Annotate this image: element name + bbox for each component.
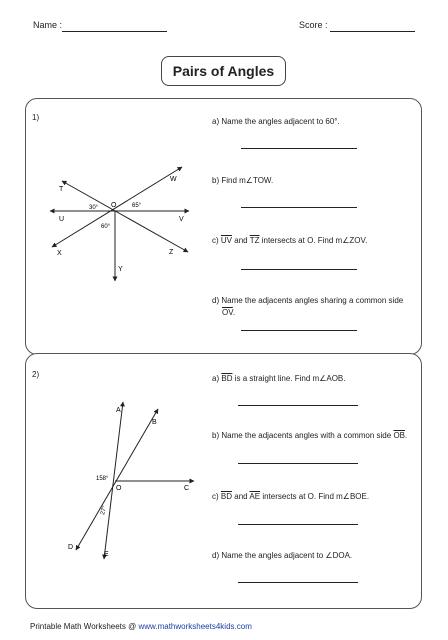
label-b: B [152,419,157,426]
question-2b-prefix: b) Name the adjacents angles with a common side [212,431,392,440]
label-y: Y [118,266,123,273]
question-2a-prefix: a) [212,374,220,383]
problem-1-diagram [26,99,216,299]
ray-bd: $\overline{BD}$ [220,492,233,501]
line-bd [76,409,158,550]
problem-1-panel [25,98,422,355]
line-xw [52,167,182,247]
question-1d-ray [222,308,235,317]
problem-2-panel [25,353,422,609]
label-a: A [116,407,121,414]
angle-label-30: 30° [89,205,99,211]
answer-line-1a[interactable] [241,148,357,149]
question-2c [212,492,369,501]
ray-uv: $\overline{UV}$ [220,236,233,245]
ray-bd: $\overline{BD}$ [221,374,233,383]
question-2c-suffix: intersects at O. Find m∠BOE. [262,492,370,501]
label-z: Z [169,249,174,256]
question-1a: a) Name the angles adjacent to 60°. [212,117,340,126]
question-1c-suffix: intersects at O. Find m∠ZOV. [261,236,368,245]
label-o: O [116,485,122,492]
score-answer-line[interactable] [330,31,415,32]
question-2c-and: and [234,492,248,501]
question-1d-end: . [232,308,236,317]
label-v: V [179,216,184,223]
angle-label-60: 60° [101,224,111,230]
question-2b [212,431,407,440]
question-1c-prefix: c) [212,236,219,245]
line-tz [62,181,188,252]
label-o: O [111,202,117,209]
answer-line-2c[interactable] [238,524,358,525]
question-1b: b) Find m∠TOW. [212,176,274,185]
question-2a [212,374,345,383]
question-1d: d) Name the adjacents angles sharing a common side [212,296,404,305]
label-e: E [104,551,109,558]
name-answer-line[interactable] [62,31,167,32]
answer-line-1d[interactable] [241,330,357,331]
label-x: X [57,250,62,257]
problem-number: 1) [32,113,40,122]
question-2d: d) Name the angles adjacent to ∠DOA. [212,551,353,560]
question-2c-prefix: c) [212,492,219,501]
answer-line-1c[interactable] [241,269,357,270]
angle-label-158: 158° [96,476,109,482]
footer-link[interactable]: www.mathworksheets4kids.com [138,622,252,631]
label-t: T [59,186,64,193]
problem-number: 2) [32,370,40,379]
label-c: C [184,485,190,492]
label-u: U [59,216,65,223]
footer-prefix: Printable Math Worksheets @ [30,622,137,631]
answer-line-1b[interactable] [241,207,357,208]
question-1c [212,236,367,245]
ray-ov: $\overline{OV}$ [222,308,233,317]
ray-ob: $\overline{OB}$ [393,431,405,440]
label-d: D [68,544,74,551]
question-2a-suffix: is a straight line. Find m∠AOB. [234,374,346,383]
ray-tz: $\overline{TZ}$ [249,236,260,245]
footer [30,622,252,631]
name-label: Name : [33,20,63,30]
answer-line-2a[interactable] [238,405,358,406]
ray-ae: $\overline{AE}$ [249,492,261,501]
question-1c-and: and [234,236,248,245]
angle-label-27: 27° [100,505,109,516]
worksheet-title: Pairs of Angles [161,56,286,86]
problem-2-diagram [26,354,216,574]
angle-label-65: 65° [132,203,142,209]
answer-line-2b[interactable] [238,463,358,464]
question-2b-end: . [405,431,408,440]
answer-line-2d[interactable] [238,582,358,583]
label-w: W [170,176,177,183]
score-label: Score : [299,20,328,30]
